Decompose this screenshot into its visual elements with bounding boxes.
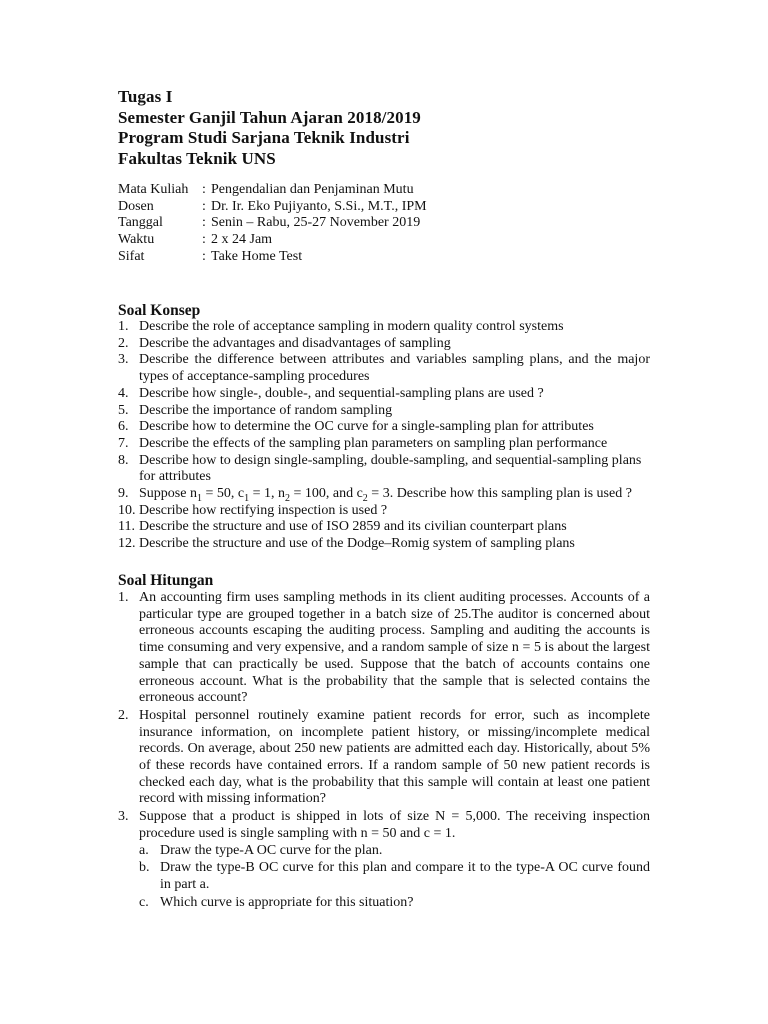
item-number: 2.	[118, 707, 129, 723]
sub-item-text: Draw the type-A OC curve for the plan.	[160, 842, 383, 858]
item-number: 7.	[118, 435, 129, 451]
info-row-lecturer	[118, 199, 658, 216]
info-key: Tanggal	[118, 215, 163, 231]
sub-list-item	[139, 895, 650, 912]
info-value: Pengendalian dan Penjaminan Mutu	[211, 182, 414, 197]
list-item	[118, 453, 650, 486]
info-value: 2 x 24 Jam	[211, 232, 273, 248]
list-item	[118, 436, 650, 453]
document-header	[118, 87, 658, 169]
list-item	[118, 590, 650, 707]
info-sep: :	[202, 182, 206, 197]
info-key: Dosen	[118, 198, 154, 214]
item-number: 5.	[118, 402, 129, 418]
info-row-type	[118, 249, 658, 266]
item-number: 10.	[118, 502, 136, 518]
sub-question-list	[139, 843, 650, 912]
info-sep: :	[202, 215, 206, 231]
sub-item-letter: c.	[139, 894, 149, 910]
info-sep: :	[202, 232, 206, 248]
info-value: Senin – Rabu, 25-27 November 2019	[211, 215, 421, 231]
sub-item-letter: b.	[139, 860, 150, 876]
item-text: Describe the importance of random sampling	[139, 402, 393, 418]
q9-subscript: 1	[244, 492, 250, 504]
item-number: 9.	[118, 486, 129, 502]
list-item	[118, 809, 650, 911]
course-info	[118, 182, 658, 266]
item-text-q9	[139, 486, 632, 504]
info-sep: :	[202, 248, 206, 264]
item-text: Describe how to determine the OC curve for a single-sampling plan for attributes	[139, 419, 594, 435]
list-item	[118, 708, 650, 808]
list-item	[118, 352, 650, 385]
item-number: 8.	[118, 452, 129, 468]
item-text: Describe the structure and use of the Dodge–Romig system of sampling plans	[139, 536, 575, 552]
item-text: Describe the structure and use of ISO 2859 and its civilian counterpart plans	[139, 519, 567, 535]
q9-text: = 50, c	[201, 486, 245, 502]
item-number: 12.	[118, 536, 136, 552]
hitungan-question-list	[118, 590, 650, 911]
item-text: Describe the role of acceptance sampling in modern quality control systems	[139, 319, 564, 334]
info-value: Dr. Ir. Eko Pujiyanto, S.Si., M.T., IPM	[211, 198, 427, 214]
item-text: Suppose that a product is shipped in lots of size N = 5,000. The receiving inspection procedure used is single sampling with n = 50 and c = 1.	[139, 809, 650, 841]
item-number: 2.	[118, 335, 129, 351]
info-sep: :	[202, 198, 206, 214]
q9-text: = 100, and c	[289, 486, 363, 502]
item-text: Describe the effects of the sampling plan parameters on sampling plan performance	[139, 435, 608, 451]
q9-subscript: 2	[362, 492, 368, 504]
info-key: Sifat	[118, 248, 145, 264]
q9-subscript: 1	[196, 492, 202, 504]
item-text: Hospital personnel routinely examine patient records for error, such as incomplete insurance information, on incomplete patient history, or missing/incomplete medical records. On average, about 250 new patients are admitted each day. Historically, about 5% of these records have contained errors. If a random sample of 50 new patient records is checked each day, what is the probability that this sample will contain at least one patient record with missing information?	[139, 707, 650, 807]
faculty-line: Fakultas Teknik UNS	[118, 148, 276, 168]
info-row-time	[118, 232, 658, 249]
sub-item-text: Draw the type-B OC curve for this plan and compare it to the type-A OC curve found in part a.	[160, 860, 650, 892]
list-item	[118, 536, 650, 553]
q9-subscript: 2	[284, 492, 290, 504]
list-item	[118, 336, 650, 353]
section-title-hitungan: Soal Hitungan	[118, 572, 214, 589]
q9-text: Suppose n	[139, 486, 197, 502]
info-row-date	[118, 215, 658, 232]
info-value: Take Home Test	[211, 248, 303, 264]
semester-line: Semester Ganjil Tahun Ajaran 2018/2019	[118, 107, 421, 127]
item-number: 1.	[118, 590, 129, 605]
list-item	[118, 403, 650, 420]
item-number: 6.	[118, 419, 129, 435]
sub-item-text: Which curve is appropriate for this situation?	[160, 894, 414, 910]
q9-text: = 3. Describe how this sampling plan is used ?	[367, 486, 632, 502]
q9-text: = 1, n	[249, 486, 285, 502]
item-number: 4.	[118, 385, 129, 401]
item-number: 1.	[118, 319, 129, 334]
sub-list-item	[139, 843, 650, 860]
sub-item-letter: a.	[139, 842, 149, 858]
sub-list-item	[139, 860, 650, 893]
item-text: Describe how to design single-sampling, double-sampling, and sequential-sampling plans for attributes	[139, 452, 642, 485]
item-text: Describe how single-, double-, and sequential-sampling plans are used ?	[139, 385, 544, 401]
list-item	[118, 503, 650, 520]
list-item	[118, 319, 650, 336]
item-text: Describe the advantages and disadvantages of sampling	[139, 335, 451, 351]
item-text: An accounting firm uses sampling methods in its client auditing processes. Accounts of a particular type are grouped together in a batch size of 25.The auditor is concerned about erroneous accounts escaping the auditing process. Sampling and auditing the accounts is time consuming and very expensive, and a random sample of size n = 5 is about the largest sample that can practically be used. Suppose that the batch of accounts contains one erroneous account. What is the probability that the sample that is selected contains the erroneous account?	[139, 590, 650, 706]
list-item	[118, 486, 650, 503]
konsep-question-list	[118, 319, 650, 553]
item-text: Describe how rectifying inspection is used ?	[139, 502, 388, 518]
item-text: Describe the difference between attributes and variables sampling plans, and the major types of acceptance-sampling procedures	[139, 352, 650, 385]
info-key: Mata Kuliah	[118, 182, 189, 197]
item-number: 3.	[118, 352, 129, 368]
list-item	[118, 386, 650, 403]
section-title-konsep: Soal Konsep	[118, 302, 201, 319]
program-line: Program Studi Sarjana Teknik Industri	[118, 128, 410, 147]
info-row-course	[118, 182, 658, 199]
item-number: 3.	[118, 809, 129, 825]
assignment-title: Tugas I	[118, 87, 173, 106]
info-key: Waktu	[118, 232, 155, 248]
item-number: 11.	[118, 519, 135, 535]
list-item	[118, 419, 650, 436]
list-item	[118, 519, 650, 536]
